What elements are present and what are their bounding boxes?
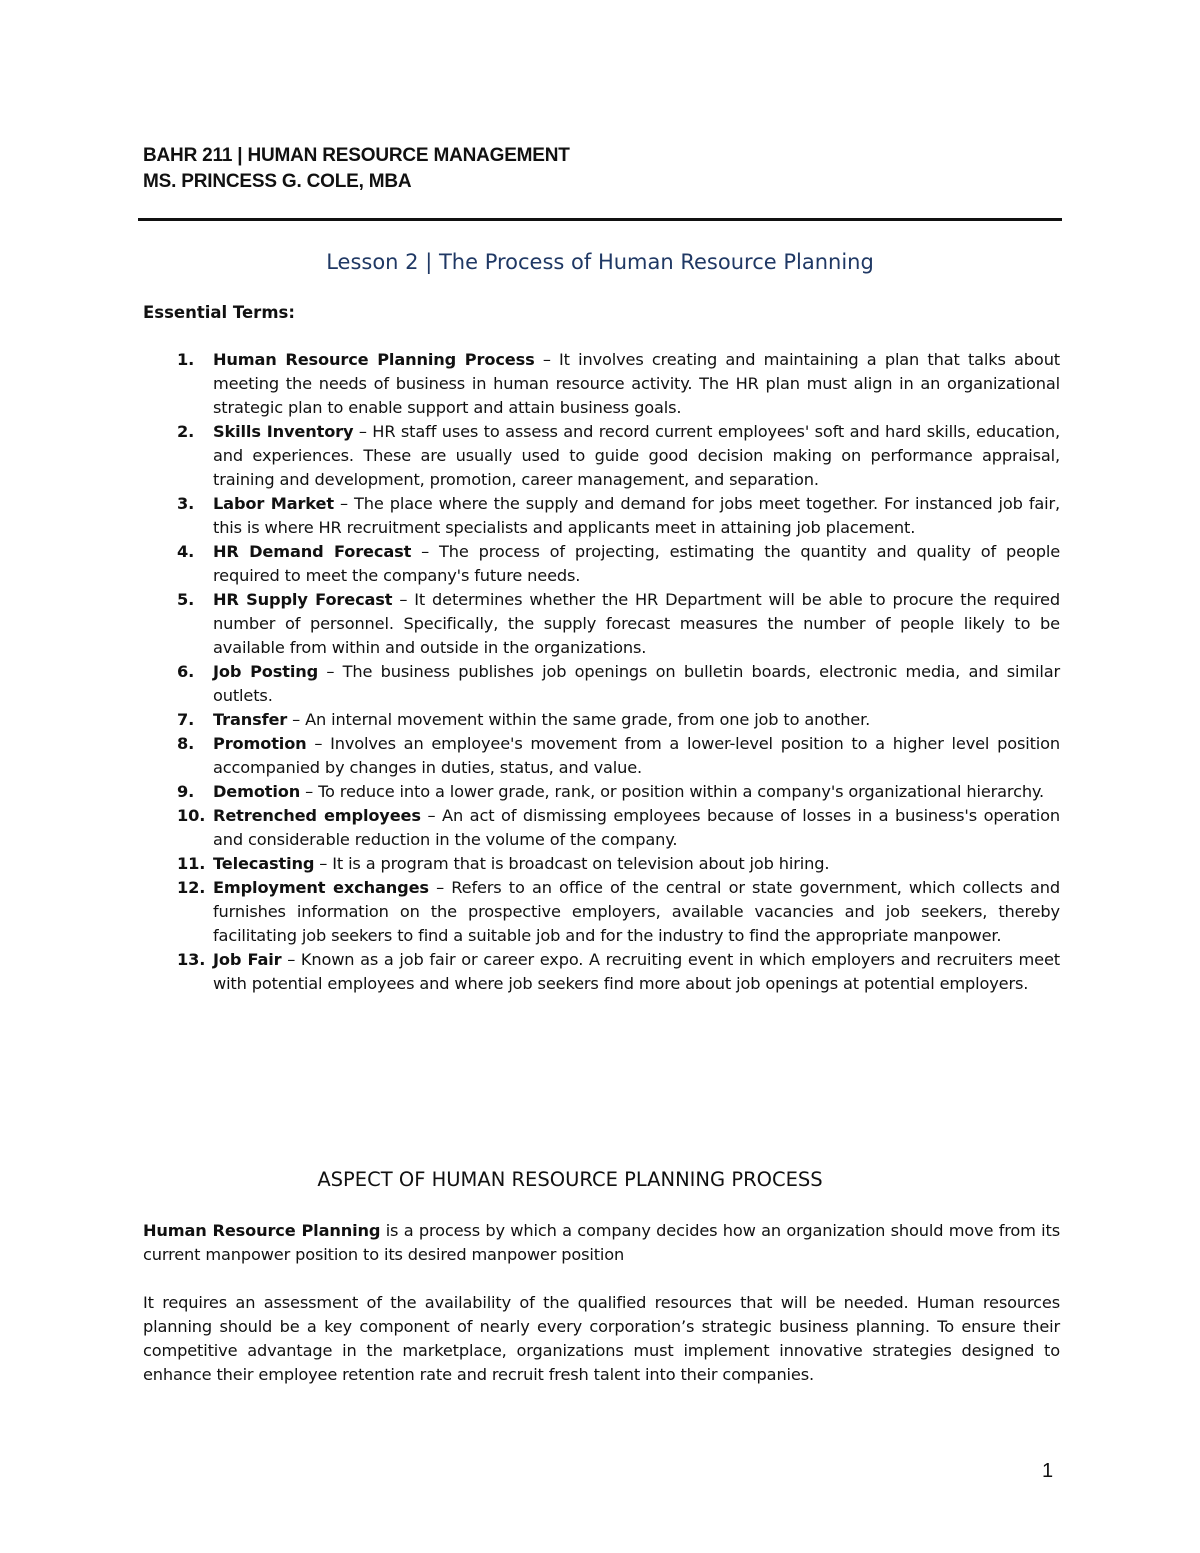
term-number: 4.: [177, 542, 195, 561]
term-name: Retrenched employees: [213, 806, 421, 825]
term-item: [143, 852, 1060, 876]
term-definition: – HR staff uses to assess and record current employees' soft and hard skills, education, and experiences. These are usually used to guide good decision making on performance appraisal, training and development, promotion, career management, and separation.: [213, 422, 1061, 489]
term-name: Transfer: [213, 710, 288, 729]
term-name: Job Fair: [213, 950, 282, 969]
term-item: [143, 804, 1060, 852]
term-item: [143, 420, 1060, 492]
course-title: BAHR 211 | HUMAN RESOURCE MANAGEMENT: [143, 145, 570, 166]
term-definition: – Known as a job fair or career expo. A recruiting event in which employers and recruiters meet with potential employees and where job seekers find more about job openings at potential employers.: [213, 950, 1060, 993]
page-number: 1: [1042, 1460, 1054, 1482]
header-divider: [138, 218, 1062, 221]
term-item: [143, 540, 1060, 588]
term-number: 8.: [177, 734, 195, 753]
term-item: [143, 876, 1060, 948]
term-name: Employment exchanges: [213, 878, 429, 897]
section-heading: ASPECT OF HUMAN RESOURCE PLANNING PROCESS: [317, 1168, 823, 1191]
essential-terms-heading: Essential Terms:: [143, 303, 295, 322]
term-item: [143, 348, 1060, 420]
term-definition: – The place where the supply and demand for jobs meet together. For instanced job fair, this is where HR recruitment specialists and applicants meet in attaining job placement.: [213, 494, 1060, 537]
term-number: 7.: [177, 710, 195, 729]
term-definition: – Involves an employee's movement from a lower-level position to a higher level position accompanied by changes in duties, status, and value.: [213, 734, 1060, 777]
term-number: 3.: [177, 494, 195, 513]
term-item: [143, 780, 1060, 804]
instructor-name: MS. PRINCESS G. COLE, MBA: [143, 171, 412, 192]
term-number: 13.: [177, 950, 206, 969]
term-definition: – The business publishes job openings on bulletin boards, electronic media, and similar outlets.: [213, 662, 1060, 705]
hrp-definition-paragraph: [143, 1219, 1060, 1267]
term-number: 11.: [177, 854, 206, 873]
term-name: Skills Inventory: [213, 422, 354, 441]
term-name: Human Resource Planning Process: [213, 350, 535, 369]
term-definition: – To reduce into a lower grade, rank, or position within a company's organizational hierarchy.: [300, 782, 1045, 801]
term-name: Promotion: [213, 734, 307, 753]
term-item: [143, 660, 1060, 708]
term-number: 1.: [177, 350, 195, 369]
bold-term: Human Resource Planning: [143, 1221, 381, 1240]
term-number: 9.: [177, 782, 195, 801]
term-name: Telecasting: [213, 854, 315, 873]
term-number: 12.: [177, 878, 206, 897]
term-number: 10.: [177, 806, 206, 825]
term-number: 5.: [177, 590, 195, 609]
term-item: [143, 948, 1060, 996]
term-name: Job Posting: [213, 662, 319, 681]
assessment-paragraph: It requires an assessment of the availability of the qualified resources that will be needed. Human resources planning should be a key component of nearly every corporation’s strategic business planning. To ensure their competitive advantage in the marketplace, organizations must implement innovative strategies designed to enhance their employee retention rate and recruit fresh talent into their companies.: [143, 1293, 1060, 1384]
lesson-title: Lesson 2 | The Process of Human Resource Planning: [326, 250, 874, 274]
term-item: [143, 732, 1060, 780]
term-item: [143, 708, 1060, 732]
term-name: Demotion: [213, 782, 301, 801]
terms-list: [143, 348, 1060, 996]
term-item: [143, 588, 1060, 660]
term-name: Labor Market: [213, 494, 334, 513]
term-definition: – It involves creating and maintaining a plan that talks about meeting the needs of business in human resource activity. The HR plan must align in an organizational strategic plan to enable support and attain business goals.: [213, 350, 1060, 417]
term-definition: – Refers to an office of the central or state government, which collects and furnishes information on the prospective employers, available vacancies and job seekers, thereby facilitating job seekers to find a suitable job and for the industry to find the appropriate manpower.: [213, 878, 1060, 945]
term-definition: – It determines whether the HR Department will be able to procure the required number of personnel. Specifically, the supply forecast measures the number of people likely to be available from within and outside in the organizations.: [213, 590, 1060, 657]
paragraph-text: is a process by which a company decides how an organization should move from its current manpower position to its desired manpower position: [143, 1221, 1060, 1264]
term-number: 2.: [177, 422, 195, 441]
term-definition: – An internal movement within the same grade, from one job to another.: [287, 710, 871, 729]
term-definition: – An act of dismissing employees because of losses in a business's operation and considerable reduction in the volume of the company.: [213, 806, 1060, 849]
term-number: 6.: [177, 662, 195, 681]
term-item: [143, 492, 1060, 540]
term-name: HR Demand Forecast: [213, 542, 412, 561]
term-definition: – The process of projecting, estimating the quantity and quality of people required to meet the company's future needs.: [213, 542, 1060, 585]
term-definition: – It is a program that is broadcast on television about job hiring.: [314, 854, 830, 873]
term-name: HR Supply Forecast: [213, 590, 393, 609]
document-header: [143, 143, 570, 195]
